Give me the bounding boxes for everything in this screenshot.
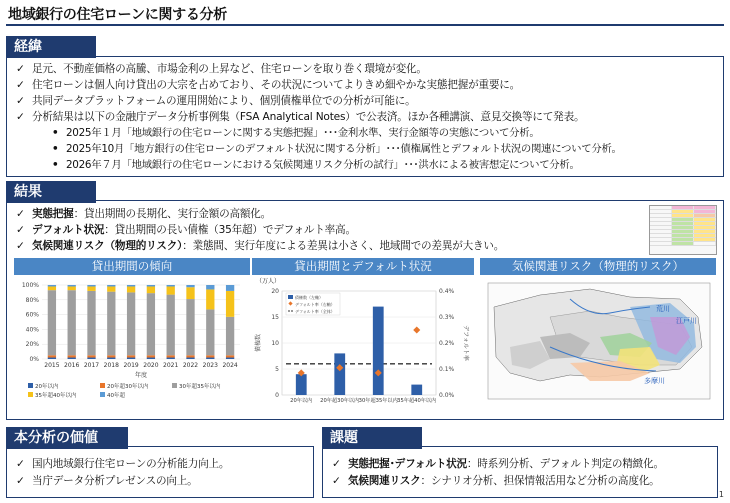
bar-segment [206,358,214,359]
y-tick-label: 60% [25,311,39,319]
legend-label: 30年超35年以内 [179,384,221,390]
y2-axis-label: デフォルト率 [462,325,469,361]
y-tick-label: 100% [21,282,39,289]
default-rate-marker [413,326,420,333]
map-label-tamagawa: 多摩川 [644,377,665,385]
bar-segment [48,286,56,290]
legend-label: デフォルト率（全体） [295,309,335,314]
flood-risk-map [480,277,716,415]
legend-label: デフォルト率（右軸） [295,302,335,307]
bar-segment [186,299,194,355]
bar-segment [167,285,175,286]
legend-swatch [100,383,105,388]
bar-segment [167,286,175,294]
bar-segment [226,285,234,291]
y-tick-label: 15 [271,314,279,321]
bar-segment [147,286,155,293]
bar-segment [147,358,155,359]
legend-label: 20年以内 [35,384,59,390]
legend-table-thumbnail [649,205,717,255]
bullet-dot-icon: • [52,143,59,155]
x-tick-label: 2024 [222,362,238,369]
bar-segment [167,295,175,356]
bar-segment [68,290,76,355]
check-icon: ✓ [332,458,341,470]
y2-tick-label: 0.2% [439,340,455,347]
value-bullet: ✓ 当庁データ分析プレゼンスの向上。 [16,475,198,487]
bar-segment [147,293,155,355]
bar-segment [226,317,234,355]
bar-segment [87,286,95,290]
x-tick-label: 2023 [202,362,218,369]
x-tick-label: 2016 [64,362,80,369]
keii-bullet: ✓ 分析結果は以下の金融庁データ分析事例集（FSA Analytical Notes）で公表済。ほか各種講演、意見交換等にて発表。 [16,111,585,123]
bar-segment [206,355,214,357]
title-rule [6,24,724,26]
chart1-title: 貸出期間の傾向 [14,258,250,275]
x-tick-label: 2021 [163,362,179,369]
bar-segment [206,309,214,355]
y-tick-label: 20 [271,288,279,295]
y-tick-label: 20% [25,341,39,349]
check-icon: ✓ [16,208,25,220]
map-label-edogawa: 江戸川 [676,317,697,325]
legend-label: 債権数（左軸） [295,295,323,300]
legend-swatch [28,392,33,397]
bar-segment [226,358,234,359]
bar-segment [48,358,56,359]
bar-segment [127,285,135,286]
bar-segment [206,285,214,289]
bullet-dot-icon: • [52,159,59,171]
bar-segment [127,355,135,357]
legend-label: 40年超 [107,393,125,399]
page-number: 1 [718,490,724,499]
bar-segment [107,292,115,356]
x-tick-label: 30年超35年以内 [358,398,398,404]
x-tick-label: 2020 [143,362,159,369]
kekka-item: ✓ 実態把握：貸出期間の長期化、実行金額の高額化。 [16,208,272,220]
x-tick-label: 2015 [44,362,60,369]
x-tick-label: 2019 [123,362,139,369]
x-tick-label: 2018 [103,362,119,369]
keii-bullet: ✓ 住宅ローンは個人向け貸出の大宗を占めており、その状況についてよりきめ細やかな実態把握が重要に。 [16,79,521,91]
map-label-arakawa: 荒川 [656,305,670,313]
bar-segment [226,355,234,357]
keii-bullet: ✓ 足元、不動産価格の高騰、市場金利の上昇など、住宅ローンを取り巻く環境が変化。 [16,63,427,75]
bar-segment [206,289,214,309]
y-tick-label: 40% [25,326,39,334]
keii-sub-bullet: • 2026年７月「地域銀行の住宅ローンにおける気候関連リスク分析の試行」･･･洪水による被害想定について分析。 [52,159,580,171]
y2-tick-label: 0.3% [439,314,455,321]
y-tick-label: 0% [29,356,39,363]
bar-segment [186,285,194,287]
kadai-box [322,446,718,498]
y-tick-label: 0 [275,392,279,399]
bar-segment [226,291,234,317]
bar-segment [68,355,76,357]
chart2-title: 貸出期間とデフォルト状況 [252,258,474,275]
bar-segment [68,285,76,286]
bar-segment [107,285,115,286]
legend-swatch [172,383,177,388]
legend-swatch [28,383,33,388]
bar-segment [87,355,95,357]
y-axis-label: 債権数 [255,333,262,353]
bar-segment [127,286,135,292]
bar-segment [87,285,95,286]
y-tick-label: 80% [25,296,39,304]
check-icon: ✓ [16,63,25,75]
bar-segment [87,358,95,359]
value-box [6,446,314,498]
bar-segment [186,287,194,299]
kadai-item: ✓ 実態把握･デフォルト状況：時系列分析、デフォルト判定の精緻化。 [332,458,664,470]
y-tick-label: 5 [275,366,279,373]
kekka-heading: 結果 [6,181,96,203]
bar-segment [107,358,115,359]
check-icon: ✓ [16,79,25,91]
bar-segment [68,358,76,359]
kadai-heading: 課題 [322,427,422,449]
legend-label: 35年超40年以内 [35,393,77,399]
kekka-item: ✓ デフォルト状況：貸出期間の長い債権（35年超）でデフォルト率高。 [16,224,356,236]
bar-segment [107,286,115,291]
keii-sub-bullet: • 2025年10月「地方銀行の住宅ローンのデフォルト状況に関する分析」･･･債権属性とデフォルト状況の関連について分析。 [52,143,622,155]
check-icon: ✓ [16,95,25,107]
x-tick-label: 20年以内 [290,398,313,404]
bar-segment [107,355,115,357]
x-tick-label: 2022 [182,362,199,369]
y-tick-label: 10 [271,340,279,347]
term-default-chart [252,277,474,417]
check-icon: ✓ [16,111,25,123]
chart2-unit: （万人） [256,278,281,285]
bar [373,307,384,395]
y2-tick-label: 0.1% [439,366,455,373]
keii-heading: 経緯 [6,36,96,58]
bar [296,374,307,395]
kekka-item: ✓ 気候関連リスク（物理的リスク）：業態間、実行年度による差異は小さく、地域間での差異が大きい。 [16,240,505,252]
bar-segment [127,292,135,355]
x-tick-label: 35年超40年以内 [397,398,437,404]
loan-term-trend-chart [14,277,250,415]
bar-segment [186,355,194,357]
check-icon: ✓ [16,240,25,252]
check-icon: ✓ [16,475,25,487]
y2-tick-label: 0.4% [439,288,455,295]
legend-swatch [100,392,105,397]
bar-segment [87,291,95,355]
x-axis-label: 年度 [134,372,148,379]
bullet-dot-icon: • [52,127,59,139]
keii-bullet: ✓ 共同データプラットフォームの運用開始により、個別債権単位での分析が可能に。 [16,95,416,107]
bar-segment [127,358,135,359]
x-tick-label: 20年超30年以内 [320,398,360,404]
bar-segment [48,285,56,286]
x-tick-label: 2017 [83,362,100,369]
legend-swatch [288,295,293,299]
check-icon: ✓ [16,224,25,236]
check-icon: ✓ [332,475,341,487]
bar-segment [147,355,155,357]
bar [411,385,422,395]
bar-segment [167,355,175,357]
keii-sub-bullet: • 2025年１月「地域銀行の住宅ローンに関する実態把握」･･･金利水準、実行金額等の実態について分析。 [52,127,540,139]
value-heading: 本分析の価値 [6,427,128,449]
bar-segment [147,285,155,286]
check-icon: ✓ [16,458,25,470]
bar-segment [48,355,56,357]
bar-segment [186,358,194,359]
legend-label: 20年超30年以内 [107,384,149,390]
y2-tick-label: 0.0% [439,392,455,399]
kadai-item: ✓ 気候関連リスク：シナリオ分析、担保情報活用など分析の高度化。 [332,475,660,487]
value-bullet: ✓ 国内地域銀行住宅ローンの分析能力向上。 [16,458,230,470]
bar-segment [68,286,76,290]
bar-segment [48,290,56,355]
page-title: 地域銀行の住宅ローンに関する分析 [8,7,227,23]
chart3-title: 気候関連リスク（物理的リスク） [480,258,716,275]
bar-segment [167,358,175,359]
bar [334,353,345,395]
